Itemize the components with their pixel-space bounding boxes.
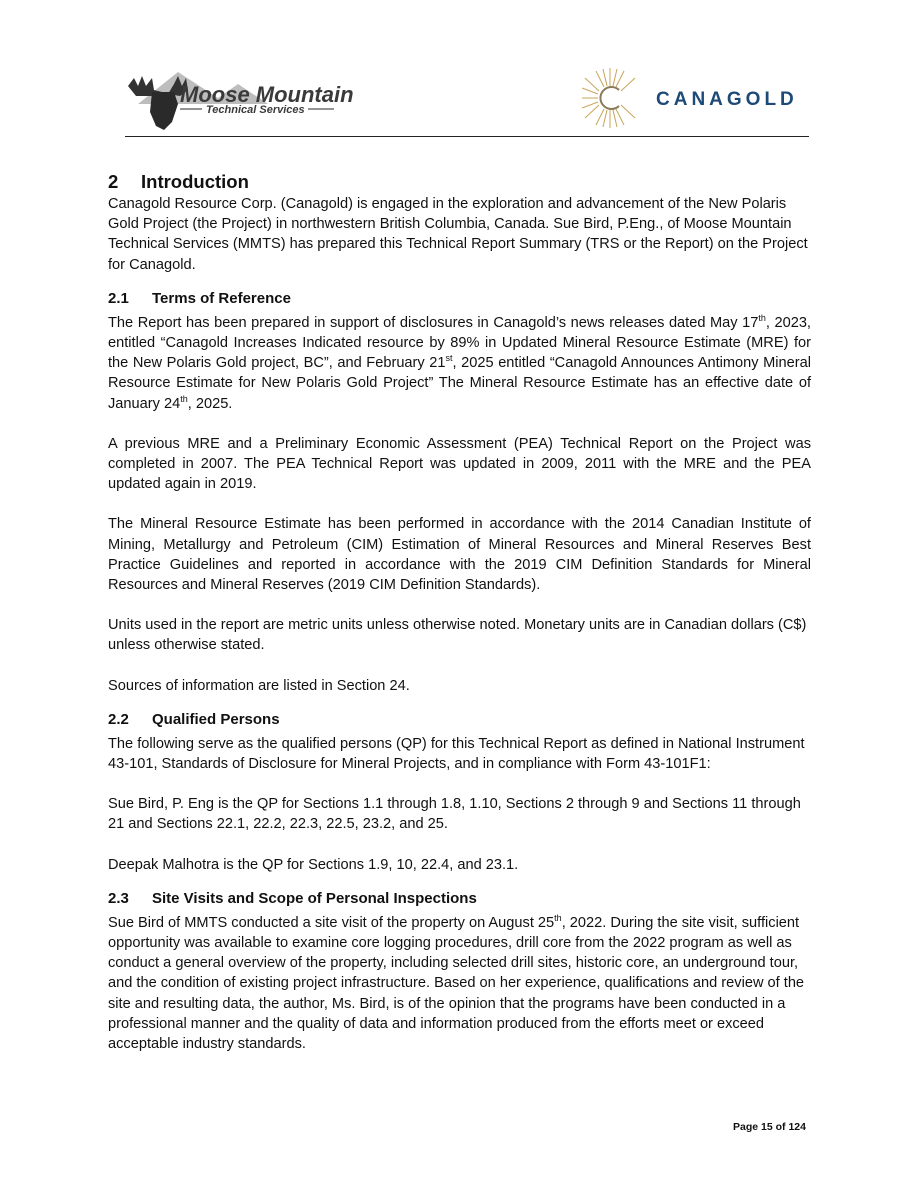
intro-paragraph: Canagold Resource Corp. (Canagold) is engaged in the exploration and advancement of the New Polaris Gold Project (the Project) in northwestern British Columbia, Canada. Sue Bird, P.Eng., of Moose Mountain Technical Services (MMTS) has prepared this Technical Report Summary (TRS or the Report) on the Project for Canagold.	[108, 196, 808, 273]
subsection-heading-2-2	[108, 710, 811, 730]
terms-paragraph-1: The Report has been prepared in support of disclosures in Canagold’s news releases dated May 17th, 2023, entitled “Canagold Increases Indicated resource by 89% in Updated Mineral Resource Estimate (MRE) for the New Polaris Gold project, BC”, and February 21st, 2025 entitled “Canagold Announces Antimony Mineral Resource Estimate for New Polaris Gold Project” The Mineral Resource Estimate has an effective date of January 24th, 2025.	[108, 312, 811, 412]
section-title: Introduction	[141, 171, 249, 192]
subsection-number: 2.2	[108, 710, 129, 728]
qp-paragraph-3: Deepak Malhotra is the QP for Sections 1.9, 10, 22.4, and 23.1.	[108, 856, 519, 873]
terms-paragraph-2: A previous MRE and a Preliminary Economic Assessment (PEA) Technical Report on the Project was completed in 2007. The PEA Technical Report was updated in 2009, 2011 with the MRE and the PEA updated again in 2019.	[108, 435, 811, 493]
page-header	[108, 60, 811, 138]
svg-text:CANAGOLD: CANAGOLD	[656, 89, 798, 110]
subsection-title: Qualified Persons	[152, 710, 280, 728]
page-number: Page 15 of 124	[733, 1121, 806, 1133]
qp-paragraph-1: The following serve as the qualified persons (QP) for this Technical Report as defined in National Instrument 43-101, Standards of Disclosure for Mineral Projects, and in compliance with Form 43-101F1:	[108, 735, 805, 773]
canagold-logo	[582, 64, 812, 132]
terms-paragraph-5: Sources of information are listed in Section 24.	[108, 677, 410, 694]
section-number: 2	[108, 171, 119, 192]
subsection-heading-2-1	[108, 289, 811, 309]
subsection-title: Terms of Reference	[152, 289, 291, 307]
subsection-number: 2.3	[108, 889, 129, 907]
site-visit-paragraph: Sue Bird of MMTS conducted a site visit of the property on August 25th, 2022. During the site visit, sufficient opportunity was available to examine core logging procedures, drill core from the 2022 program as well as conduct a general overview of the property, including selected drill sites, historic core, an underground tour, and the condition of existing project infrastructure. Based on her experience, qualifications and review of the site and resulting data, the author, Ms. Bird, is of the opinion that the programs have been conducted in a professional manner and the quality of data and information produced from the efforts meet or exceed acceptable industry standards.	[108, 913, 805, 1053]
header-divider	[125, 136, 809, 137]
subsection-heading-2-3	[108, 889, 811, 909]
qp-paragraph-2: Sue Bird, P. Eng is the QP for Sections 1.1 through 1.8, 1.10, Sections 2 through 9 and Sections 11 through 21 and Sections 22.1, 22.2, 22.3, 22.5, 23.2, and 25.	[108, 796, 801, 833]
svg-text:Moose Mountain: Moose Mountain	[180, 82, 354, 107]
svg-text:Technical Services: Technical Services	[206, 104, 305, 116]
sunburst-c-icon	[582, 68, 635, 128]
terms-paragraph-3: The Mineral Resource Estimate has been performed in accordance with the 2014 Canadian Institute of Mining, Metallurgy and Petroleum (CIM) Estimation of Mineral Resources and Mineral Reserves Best Practice Guidelines and reported in accordance with the 2019 CIM Definition Standards for Mineral Resources and Mineral Reserves (2019 CIM Definition Standards).	[108, 516, 811, 594]
page-body	[108, 170, 811, 1054]
moose-mountain-logo	[118, 64, 358, 134]
subsection-number: 2.1	[108, 289, 129, 307]
section-heading	[108, 170, 811, 194]
subsection-title: Site Visits and Scope of Personal Inspections	[152, 889, 477, 907]
terms-paragraph-4: Units used in the report are metric units unless otherwise noted. Monetary units are in Canadian dollars (C$) unless otherwise stated.	[108, 617, 807, 654]
